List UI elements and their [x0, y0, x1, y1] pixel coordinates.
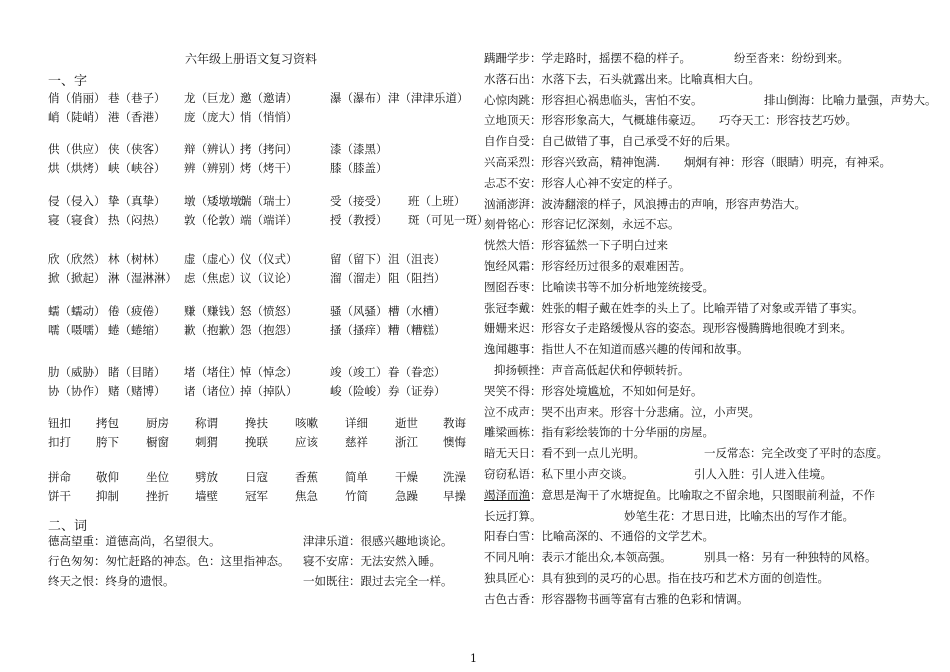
character-entry: 悄（悄悄） [240, 110, 298, 124]
word-definition: 泣不成声：哭不出声来。形容十分悲痛。泣，小声哭。 [484, 404, 760, 419]
word-definition: 立地顶天：形容形象高大，气概雄伟豪迈。 [484, 113, 703, 128]
character-entry: 蜷（蜷缩） [108, 323, 166, 337]
character-entry: 林（树林） [108, 252, 166, 266]
character-entry: 详细 [345, 416, 368, 430]
character-entry: 急躁 [395, 489, 418, 503]
character-entry: 侠（侠客） [108, 142, 166, 156]
word-definition: 雕梁画栋：指有彩绘装饰的十分华丽的房屋。 [484, 425, 714, 440]
character-entry: 洗澡 [443, 470, 466, 484]
word-definition: 德高望重：道德高尚，名望很大。 [48, 534, 221, 548]
character-entry: 峭（陡峭） [48, 110, 106, 124]
word-definition: 汹涌澎湃：波涛翻滚的样子，风浪搏击的声响，形容声势浩大。 [484, 196, 806, 211]
character-entry: 肋（威胁） [48, 365, 106, 379]
character-entry: 搔（搔痒） [330, 323, 388, 337]
character-entry: 赚（赚钱） [184, 304, 242, 318]
character-entry: 邀（邀请） [240, 91, 298, 105]
character-entry: 饼干 [48, 489, 71, 503]
character-entry: 日寇 [245, 470, 268, 484]
character-entry: 懊悔 [443, 435, 466, 449]
character-entry: 眷（眷恋） [388, 365, 446, 379]
character-entry: 竣（竣工） [330, 365, 388, 379]
character-entry: 歉（抱歉） [184, 323, 242, 337]
word-definition: 抑扬顿挫：声音高低起伏和停顿转折。 [494, 363, 690, 377]
section-heading-words: 二、词 [48, 519, 88, 534]
word-definition: 长远打算。 [484, 508, 542, 523]
character-entry: 烤（烤干） [240, 161, 298, 175]
character-entry: 抑制 [96, 489, 119, 503]
character-entry: 虚（虚心） [184, 252, 242, 266]
character-entry: 港（香港） [108, 110, 166, 124]
word-definition: 终天之恨：终身的遗恨。 [48, 574, 175, 588]
character-entry: 峡（峡谷） [108, 161, 166, 175]
character-entry: 怨（抱怨） [240, 323, 298, 337]
character-entry: 受（接受） [330, 194, 388, 208]
word-definition: 暗无天日：看不到一点儿光明。 [484, 446, 645, 461]
word-definition: 姗姗来迟：形容女子走路缓慢从容的姿态。现形容慢腾腾地很晚才到来。 [484, 321, 852, 336]
character-entry: 教诲 [443, 416, 466, 430]
character-entry: 倦（疲倦） [108, 304, 166, 318]
word-definition: 窃窃私语：私下里小声交谈。 [484, 467, 634, 481]
word-definition: 哭笑不得：形容处境尴尬，不知如何是好。 [484, 383, 703, 398]
word-definition: 逸闻趣事：指世人不在知道而感兴趣的传闻和故事。 [484, 342, 749, 357]
word-definition: 自作自受：自己做错了事，自己承受不好的后果。 [484, 134, 737, 149]
document-title: 六年级上册语文复习资料 [185, 52, 318, 66]
character-entry: 咳嗽 [295, 416, 318, 430]
character-entry: 斑（可见一斑） [408, 213, 489, 227]
character-entry: 墙壁 [195, 489, 218, 503]
word-definition: 囫囵吞枣：比喻读书等不加分析地笼统接受。 [484, 279, 714, 294]
character-entry: 糟（糟糕） [388, 323, 446, 337]
character-entry: 扣打 [48, 435, 71, 449]
character-entry: 冠军 [245, 489, 268, 503]
character-entry: 墩（矮墩墩） [184, 194, 253, 208]
character-entry: 挽联 [245, 435, 268, 449]
character-entry: 协（协作） [48, 384, 106, 398]
character-entry: 瀑（瀑布） [330, 91, 388, 105]
character-entry: 钮扣 [48, 416, 71, 430]
character-entry: 逝世 [395, 416, 418, 430]
character-entry: 议（议论） [240, 271, 298, 285]
character-entry: 热（闷热） [108, 213, 166, 227]
character-entry: 浙江 [395, 435, 418, 449]
character-entry: 怒（愤怒） [240, 304, 298, 318]
word-definition: 不同凡响：表示才能出众,本领高强。 [484, 550, 672, 565]
character-entry: 拷（拷问） [240, 142, 298, 156]
character-entry: 香蕉 [295, 470, 318, 484]
word-definition: 饱经风霜：形容经历过很多的艰难困苦。 [484, 259, 691, 273]
character-entry: 敦（伦敦） [184, 213, 242, 227]
character-entry: 劈放 [195, 470, 218, 484]
character-entry: 沮（沮丧） [388, 252, 446, 266]
character-entry: 简单 [345, 470, 368, 484]
character-entry: 辩（辨认） [184, 142, 242, 156]
character-entry: 虑（焦虑） [184, 271, 242, 285]
word-definition: 刻骨铭心：形容记忆深刻，永远不忘。 [484, 217, 680, 232]
character-entry: 阻（阻挡） [388, 271, 446, 285]
word-definition: 蹒跚学步：学走路时，摇摆不稳的样子。 [484, 51, 691, 65]
character-entry: 欣（欣然） [48, 252, 106, 266]
character-entry: 津（津津乐道） [388, 91, 469, 105]
character-entry: 悼（悼念） [240, 365, 298, 379]
word-definition: 排山倒海：比喻力量强，声势大。 [764, 92, 937, 107]
word-definition: 竭泽而渔：意思是淘干了水塘捉鱼。比喻取之不留余地，只图眼前利益，不作 [484, 487, 875, 502]
character-entry: 拼命 [48, 470, 71, 484]
character-entry: 竹简 [345, 489, 368, 503]
word-definition: 寝不安席：无法安然入睡。 [303, 554, 441, 568]
character-entry: 瑞（瑞士） [240, 194, 298, 208]
character-entry: 骚（风骚） [330, 304, 388, 318]
character-entry: 烘（烘烤） [48, 161, 106, 175]
section-heading-characters: 一、字 [48, 74, 88, 89]
word-definition: 水落石出：水落下去，石头就露出来。比喻真相大白。 [484, 71, 760, 86]
character-entry: 厨房 [146, 416, 169, 430]
character-entry: 橱窗 [146, 435, 169, 449]
character-entry: 拷包 [96, 416, 119, 430]
character-entry: 漆（漆黑） [330, 142, 388, 156]
word-definition: 忐忑不安：形容人心神不安定的样子。 [484, 175, 680, 190]
word-definition: 古色古香：形容器物书画等富有古雅的色彩和情调。 [484, 591, 749, 606]
character-entry: 挚（真挚） [108, 194, 166, 208]
character-entry: 睹（目睹） [108, 365, 166, 379]
character-entry: 授（教授） [330, 213, 388, 227]
character-entry: 搀扶 [245, 416, 268, 430]
character-entry: 称谓 [195, 416, 218, 430]
word-definition: 纷至沓来：纷纷到来。 [734, 51, 849, 65]
word-definition: 独具匠心：具有独到的灵巧的心思。指在技巧和艺术方面的创造性。 [484, 571, 829, 585]
character-entry: 挫折 [146, 489, 169, 503]
character-entry: 敬仰 [96, 470, 119, 484]
character-entry: 早操 [443, 489, 466, 503]
character-entry: 嚅（嗫嚅） [48, 323, 106, 337]
character-entry: 寝（寝食） [48, 213, 106, 227]
character-entry: 坐位 [146, 470, 169, 484]
character-entry: 端（端详） [240, 213, 298, 227]
word-definition: 兴高采烈：形容兴致高，精神饱满. [484, 155, 661, 169]
word-definition: 炯炯有神：形容（眼睛）明亮，有神采。 [684, 155, 891, 169]
character-entry: 刺猬 [195, 435, 218, 449]
character-entry: 俏（俏丽） [48, 91, 106, 105]
character-entry: 龙（巨龙） [184, 91, 242, 105]
character-entry: 侵（侵入） [48, 194, 106, 208]
word-definition: 妙笔生花：才思日进，比喻杰出的写作才能。 [624, 508, 854, 523]
character-entry: 淋（湿淋淋） [108, 271, 177, 285]
character-entry: 膝（膝盖） [330, 161, 388, 175]
character-entry: 班（上班） [408, 194, 466, 208]
character-entry: 供（供应） [48, 142, 106, 156]
word-definition: 别具一格：另有一种独特的风格。 [704, 550, 877, 565]
character-entry: 券（证券） [388, 384, 446, 398]
character-entry: 蠕（蠕动） [48, 304, 106, 318]
character-entry: 诸（诸位） [184, 384, 242, 398]
character-entry: 峻（险峻） [330, 384, 388, 398]
character-entry: 掀（掀起） [48, 271, 106, 285]
character-entry: 焦急 [295, 489, 318, 503]
word-definition: 阳春白雪：比喻高深的、不通俗的文学艺术。 [484, 529, 714, 544]
character-entry: 槽（水槽） [388, 304, 446, 318]
word-definition: 一如既往：跟过去完全一样。 [303, 574, 453, 588]
character-entry: 干燥 [395, 470, 418, 484]
character-entry: 庞（庞大） [184, 110, 242, 124]
character-entry: 慈祥 [345, 435, 368, 449]
word-definition: 引人入胜：引人进入佳境。 [694, 467, 832, 481]
word-definition: 心惊肉跳：形容担心祸患临头，害怕不安。 [484, 92, 703, 107]
character-entry: 巷（巷子） [108, 91, 166, 105]
character-entry: 仪（仪式） [240, 252, 298, 266]
character-entry: 赌（赌博） [108, 384, 166, 398]
word-definition: 行色匆匆：匆忙赶路的神态。色：这里指神态。 [48, 554, 290, 568]
character-entry: 胯下 [96, 435, 119, 449]
character-entry: 堵（堵住） [184, 365, 242, 379]
character-entry: 留（留下） [330, 252, 388, 266]
character-entry: 辨（辨别） [184, 161, 242, 175]
character-entry: 应该 [295, 435, 318, 449]
word-definition: 津津乐道：很感兴趣地谈论。 [303, 534, 453, 548]
word-definition: 巧夺天工：形容技艺巧妙。 [719, 113, 857, 128]
word-definition: 张冠李戴：姓张的帽子戴在姓李的头上了。比喻弄错了对象或弄错了事实。 [484, 300, 864, 315]
character-entry: 掉（掉队） [240, 384, 298, 398]
word-definition: 一反常态：完全改变了平时的态度。 [704, 446, 888, 461]
page-number: 1 [470, 652, 477, 665]
word-definition: 恍然大悟：形容猛然一下子明白过来 [484, 238, 668, 253]
character-entry: 溜（溜走） [330, 271, 388, 285]
